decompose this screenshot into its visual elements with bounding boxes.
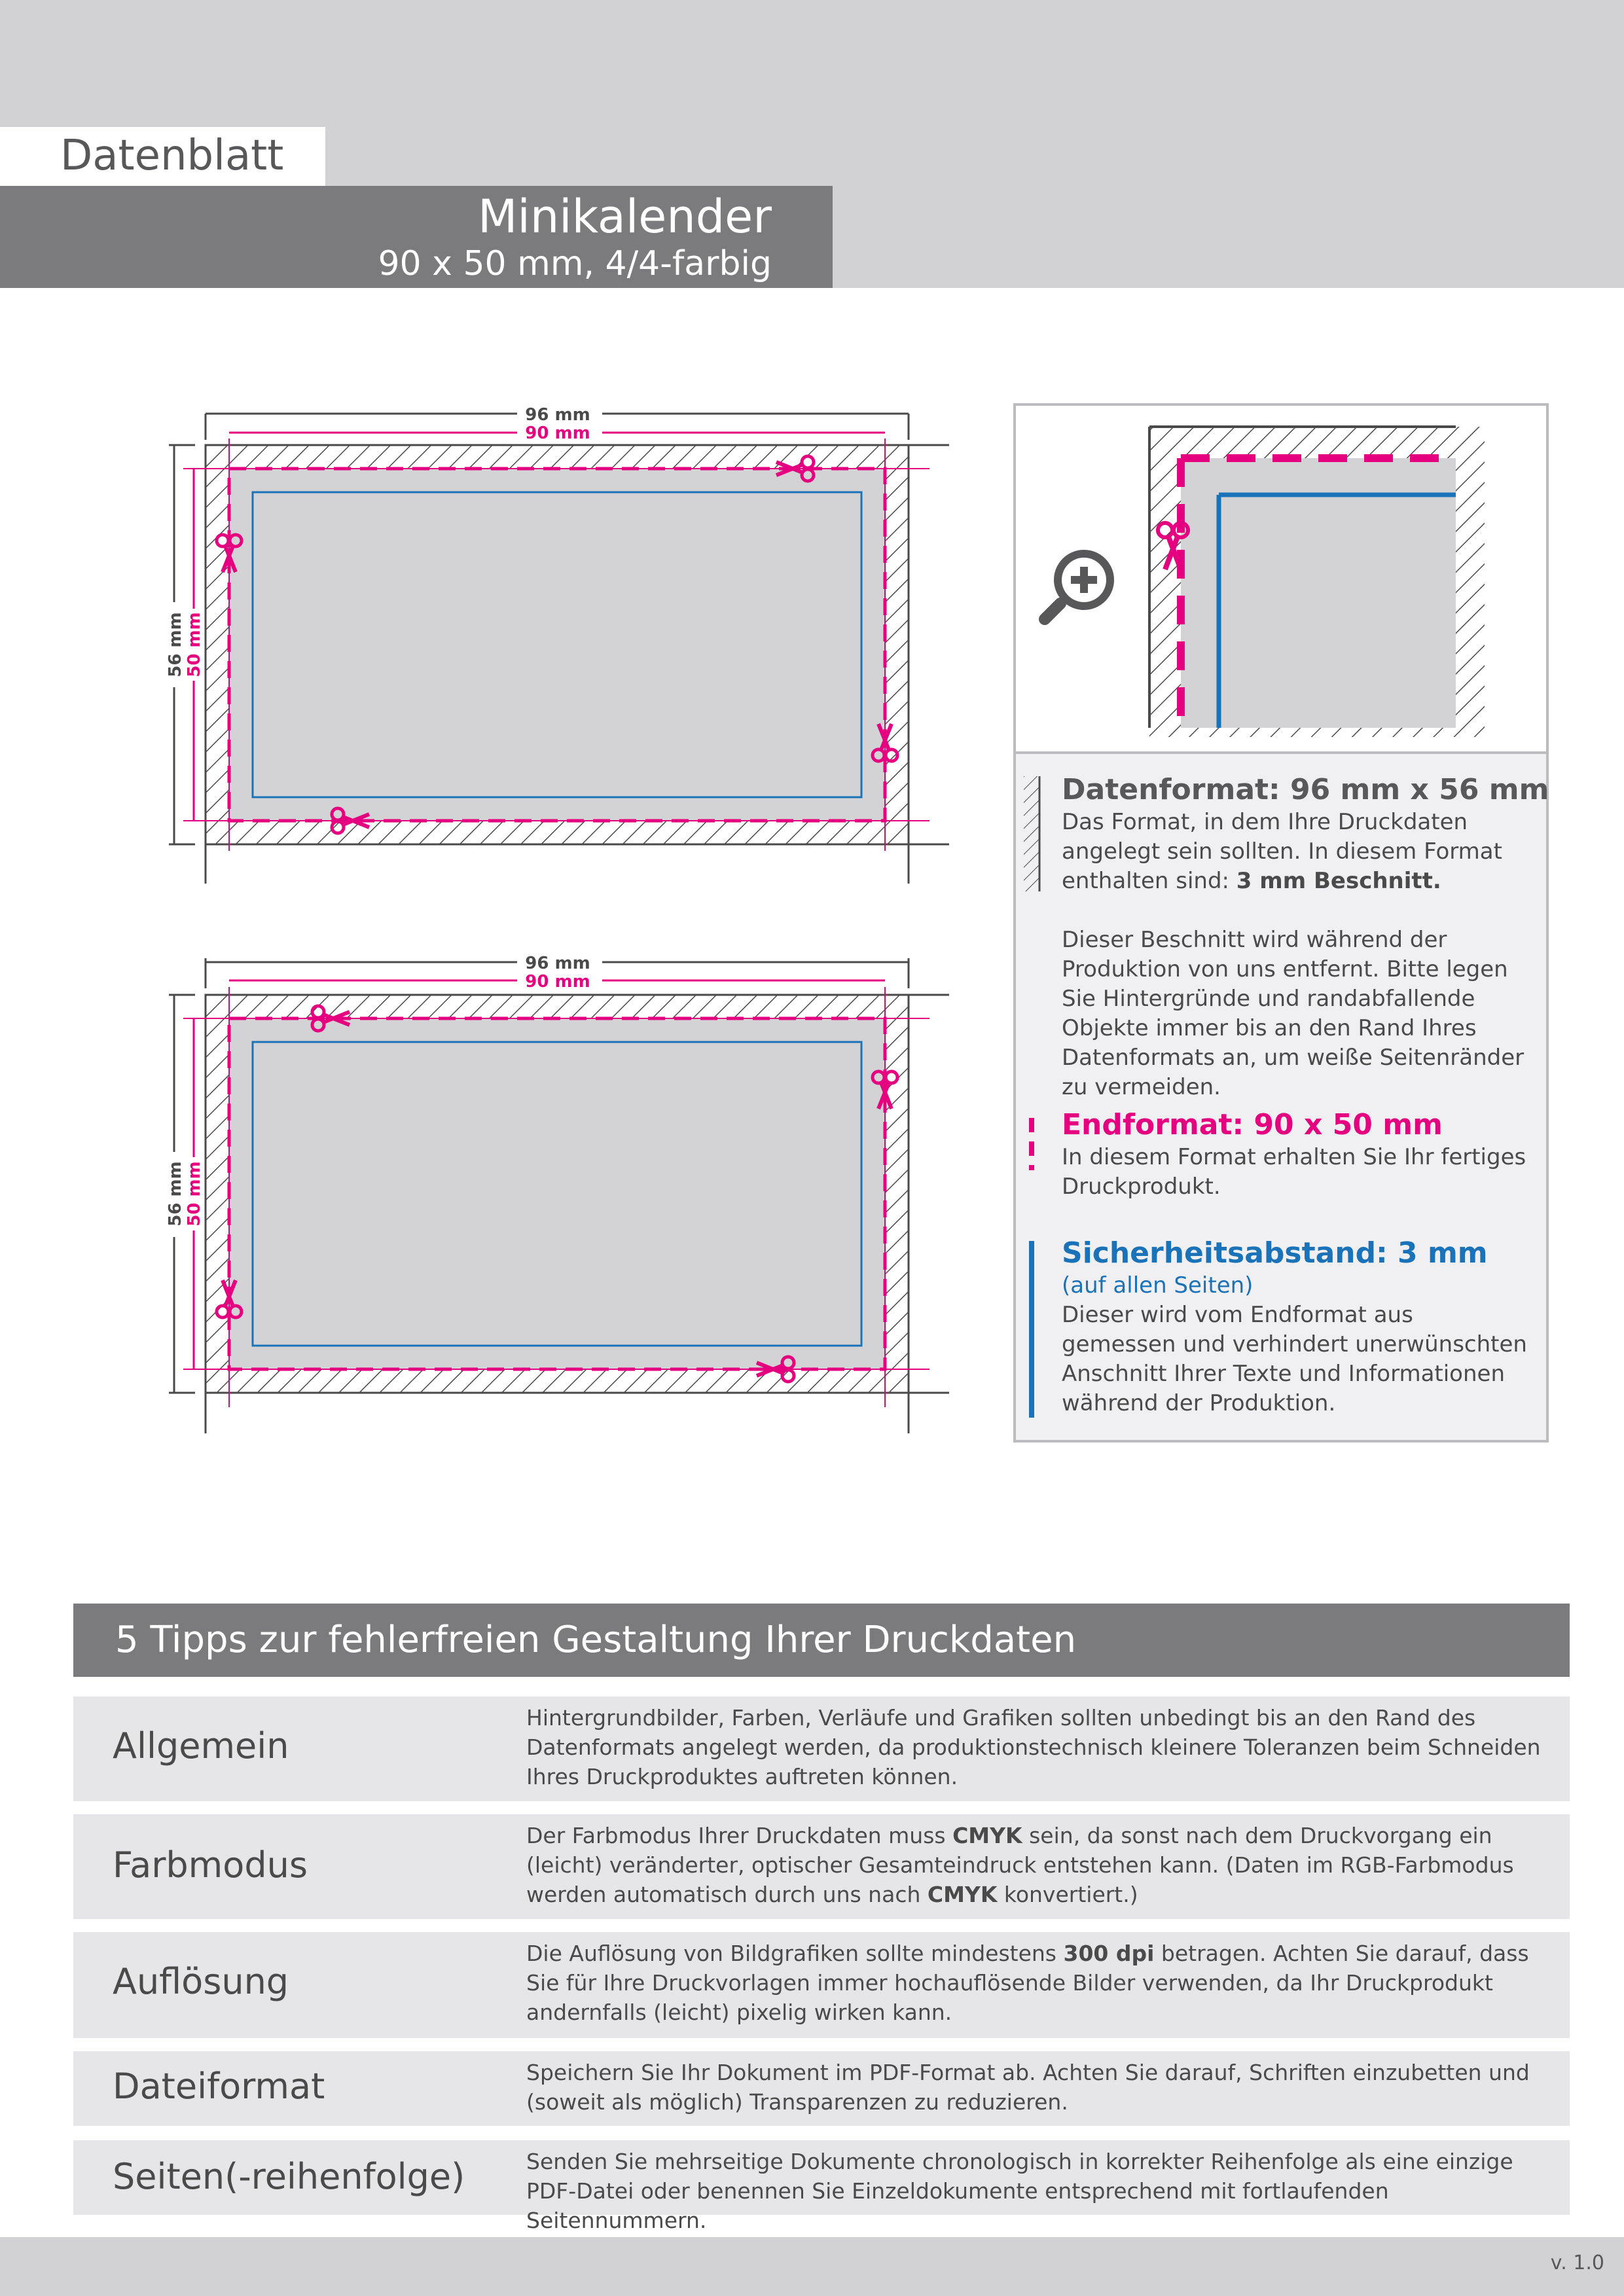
- zoom-plus-icon: [1045, 550, 1114, 619]
- product-spec: 90 x 50 mm, 4/4-farbig: [378, 244, 772, 283]
- hatch-legend-icon: [1024, 776, 1043, 891]
- tip-label: Allgemein: [113, 1725, 289, 1767]
- inner-height-label: 50 mm: [185, 1161, 204, 1227]
- inner-width-label: 90 mm: [525, 423, 590, 443]
- outer-width-label: 96 mm: [525, 954, 590, 973]
- tip-text: Der Farbmodus Ihrer Druckdaten muss CMYK sein, da sonst nach dem Druckvorgang ein (leicht) veränderter, optischer Gesamteindruck entstehen kann. (Daten im RGB-Farbmodus werden automatisch durch uns nach CMYK konvertiert.): [526, 1823, 1514, 1907]
- datenformat-desc-text: Das Format, in dem Ihre Druckdaten angelegt sein sollten. In diesem Format enthalten sind:: [1062, 809, 1502, 894]
- footer-band: [0, 2237, 1624, 2296]
- beschnitt-description: Dieser Beschnitt wird während der Produktion von uns entfernt. Bitte legen Sie Hintergründe und randabfallende Objekte immer bis an den Rand Ihres Datenformats an, um weiße Seitenränder zu vermeiden.: [1062, 927, 1525, 1100]
- tip-label: Dateiformat: [113, 2066, 325, 2107]
- tip-text: Die Auflösung von Bildgrafiken sollte mindestens 300 dpi betragen. Achten Sie darauf, dass Sie für Ihre Druckvorlagen immer hochauflösende Bilder verwenden, da Ihr Druckprodukt andernfalls (leicht) pixelig wirken kann.: [526, 1941, 1529, 2025]
- inner-width-label: 90 mm: [525, 972, 590, 992]
- diagram-top: [166, 405, 949, 884]
- tip-text: Hintergrundbilder, Farben, Verläufe und Grafiken sollten unbedingt bis an den Rand des Datenformats angelegt werden, da produktionstechnisch kleinere Toleranzen beim Schneiden Ihres Druckproduktes auftreten können.: [526, 1705, 1541, 1789]
- format-diagrams: [0, 367, 995, 1466]
- datenformat-description: [1062, 808, 1533, 896]
- endformat-description: In diesem Format erhalten Sie Ihr fertiges Druckprodukt.: [1062, 1144, 1526, 1200]
- sicherheit-legend-icon: [1029, 1241, 1034, 1418]
- datenformat-title: Datenformat: 96 mm x 56 mm: [1062, 773, 1549, 806]
- inner-height-label: 50 mm: [185, 612, 204, 677]
- product-name: Minikalender: [477, 190, 772, 243]
- tip-text: Senden Sie mehrseitige Dokumente chronologisch in korrekter Reihenfolge als eine einzige PDF-Datei oder benennen Sie Einzeldokumente entsprechend mit fortlaufenden Seitennummern.: [526, 2149, 1513, 2233]
- doc-type-label: Datenblatt: [60, 132, 284, 180]
- datenformat-desc-bold: 3 mm Beschnitt.: [1236, 868, 1441, 894]
- tips-title: 5 Tipps zur fehlerfreien Gestaltung Ihrer Druckdaten: [115, 1619, 1077, 1661]
- tip-row-farbmodus: [73, 1814, 1570, 1919]
- version-label: v. 1.0: [1550, 2251, 1604, 2274]
- tip-row-dateiformat: [73, 2051, 1570, 2126]
- sicherheitsabstand-title: Sicherheitsabstand: 3 mm: [1062, 1236, 1488, 1270]
- endformat-legend-icon: [1029, 1118, 1034, 1170]
- outer-height-label: 56 mm: [166, 612, 185, 677]
- outer-height-label: 56 mm: [166, 1161, 185, 1227]
- sicherheitsabstand-subtitle: (auf allen Seiten): [1062, 1272, 1254, 1299]
- tip-row-seitenreihenfolge: [73, 2140, 1570, 2233]
- tip-text: Speichern Sie Ihr Dokument im PDF-Format ab. Achten Sie darauf, Schriften einzubetten und (soweit als möglich) Transparenzen zu reduzieren.: [526, 2060, 1530, 2115]
- sicherheitsabstand-description: Dieser wird vom Endformat aus gemessen und verhindert unerwünschten Anschnitt Ihrer Texte und Informationen während der Produktion.: [1062, 1302, 1527, 1416]
- tip-label: Seiten(-reihenfolge): [113, 2156, 465, 2197]
- tip-row-allgemein: [73, 1696, 1570, 1801]
- tip-label: Farbmodus: [113, 1844, 308, 1886]
- tip-label: Auflösung: [113, 1961, 289, 2002]
- outer-width-label: 96 mm: [525, 405, 590, 425]
- zoom-detail: [1013, 403, 1549, 751]
- diagram-bottom: [166, 954, 949, 1433]
- tip-row-aufloesung: [73, 1932, 1570, 2038]
- endformat-title: Endformat: 90 x 50 mm: [1062, 1108, 1443, 1141]
